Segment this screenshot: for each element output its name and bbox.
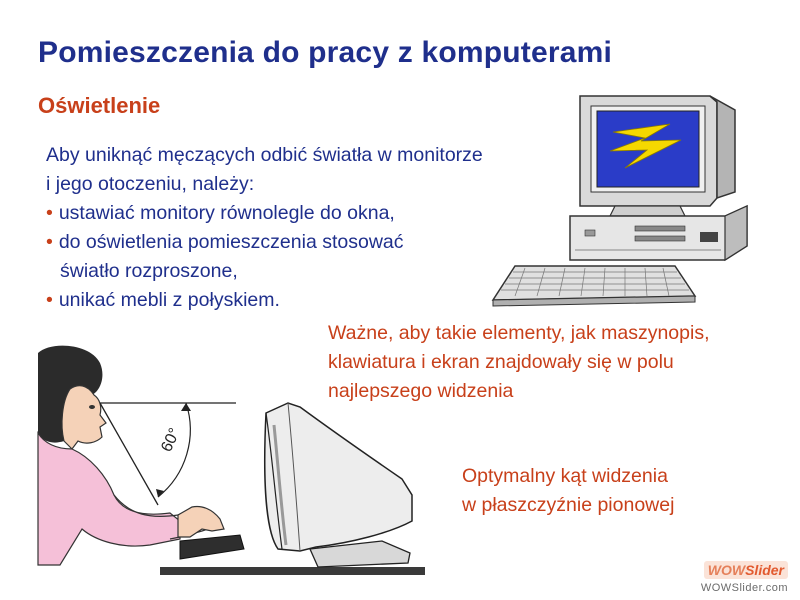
note-line: klawiatura i ekran znajdowały się w polu <box>328 351 674 373</box>
wowslider-logo <box>704 561 788 579</box>
list-item-text: ustawiać monitory równolegle do okna, <box>58 202 395 224</box>
list-item-text: światło rozproszone, <box>60 260 238 282</box>
person-shirt <box>38 433 180 565</box>
angle-label: 60° <box>158 425 184 455</box>
keyboard <box>180 535 244 559</box>
desk <box>160 567 425 575</box>
bullet-icon: • <box>46 231 53 253</box>
side-monitor <box>265 403 412 551</box>
logo-part-slider: Slider <box>745 562 784 578</box>
note-line: Optymalny kąt widzenia <box>462 465 668 487</box>
person-face <box>62 386 106 449</box>
section-heading: Oświetlenie <box>38 93 161 118</box>
slide-title: Pomieszczenia do pracy z komputerami <box>38 36 613 69</box>
list-item-text: do oświetlenia pomieszczenia stosować <box>58 231 404 253</box>
person-hand <box>178 507 224 538</box>
bullet-icon: • <box>46 202 53 224</box>
note-line: w płaszczyźnie pionowej <box>462 494 675 516</box>
watermark-url[interactable]: WOWSlider.com <box>700 582 788 594</box>
viewing-angle-illustration <box>30 345 430 580</box>
list-item-text: unikać mebli z połyskiem. <box>58 289 280 311</box>
intro-line-1: Aby uniknąć męczących odbić światła w monitorze <box>46 144 483 166</box>
computer-illustration <box>485 88 760 318</box>
wowslider-watermark[interactable] <box>701 561 788 594</box>
bullet-icon: • <box>46 289 53 311</box>
viewing-angle-note <box>462 462 782 520</box>
intro-line-2: i jego otoczeniu, należy: <box>46 173 255 195</box>
note-line: najlepszego widzenia <box>328 380 514 402</box>
note-line: Ważne, aby takie elementy, jak maszynopis, <box>328 322 710 344</box>
logo-part-wow: WOW <box>707 562 746 578</box>
